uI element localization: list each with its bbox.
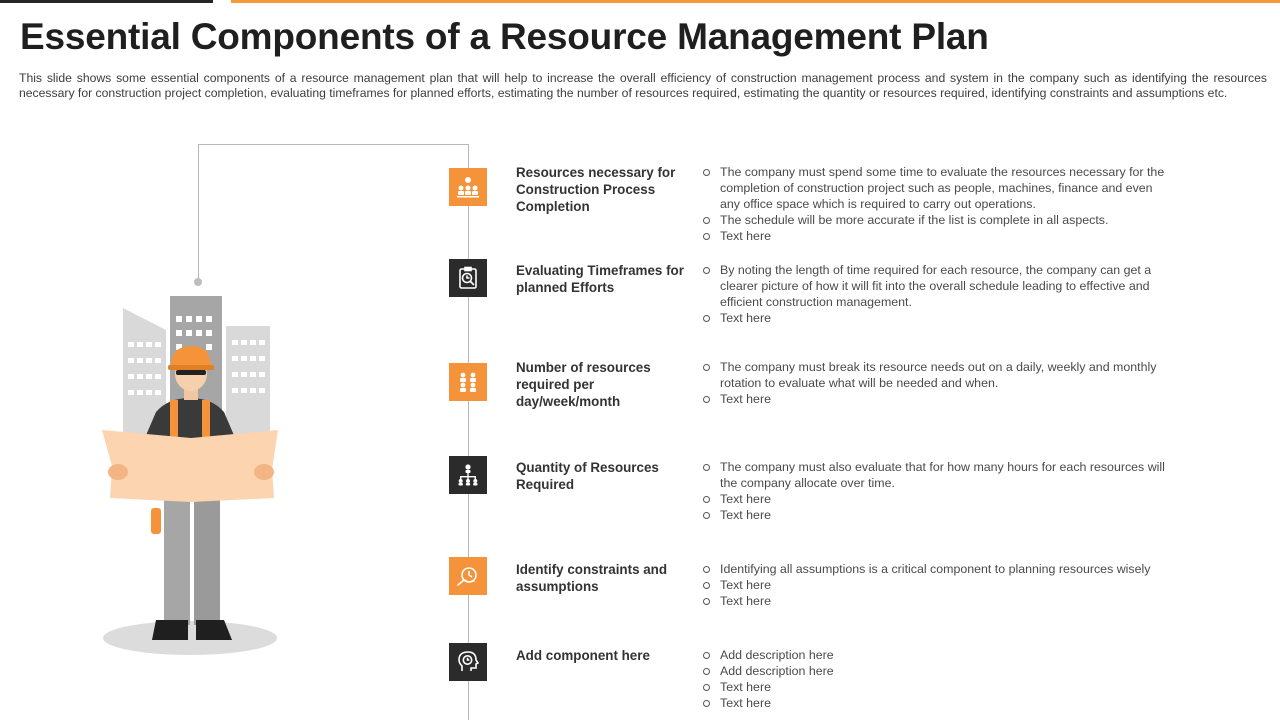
team-resources-icon — [449, 168, 487, 206]
bullet-item: By noting the length of time required for each resource, the company can get a clearer picture of how it will fit into the overall schedule leading to effective and efficient construction management. — [700, 262, 1170, 310]
bullet-item: The company must break its resource needs out on a daily, weekly and monthly rotation to evaluate what will be needed and when. — [700, 359, 1170, 391]
bullet-item: The company must spend some time to evaluate the resources necessary for the completion of construction project such as people, machines, finance and even any office space which is required to carry out operations. — [700, 164, 1170, 212]
component-title: Quantity of Resources Required — [516, 460, 659, 492]
construction-worker-illustration — [96, 290, 286, 665]
page-title: Essential Components of a Resource Management Plan — [20, 16, 989, 57]
component-title: Identify constraints and assumptions — [516, 562, 668, 594]
hand-assumption-icon — [449, 557, 487, 595]
bullet-item: Text here — [700, 491, 1170, 507]
component-bullets — [700, 164, 1170, 244]
top-accent-bar-orange — [231, 0, 1280, 3]
top-accent-bar-dark — [0, 0, 213, 3]
connector-line-left — [198, 144, 199, 280]
clipboard-clock-icon — [449, 259, 487, 297]
bullet-item: Text here — [700, 679, 1170, 695]
component-title: Resources necessary for Construction Process Completion — [516, 165, 676, 214]
component-title: Add component here — [516, 648, 650, 663]
component-title: Number of resources required per day/week/month — [516, 360, 651, 409]
bullet-item: Text here — [700, 228, 1170, 244]
component-bullets — [700, 561, 1170, 609]
component-bullets — [700, 459, 1170, 523]
bullet-item: Text here — [700, 695, 1170, 711]
bullet-item: Add description here — [700, 663, 1170, 679]
hierarchy-icon — [449, 456, 487, 494]
timeline-line — [468, 144, 469, 720]
bullet-item: Text here — [700, 310, 1170, 326]
connector-dot — [194, 278, 202, 286]
bullet-item: The company must also evaluate that for how many hours for each resources will the company allocate over time. — [700, 459, 1170, 491]
component-bullets — [700, 262, 1170, 326]
bullet-item: Text here — [700, 507, 1170, 523]
bullet-item: The schedule will be more accurate if the list is complete in all aspects. — [700, 212, 1170, 228]
connector-line-horizontal — [198, 144, 469, 145]
bullet-item: Add description here — [700, 647, 1170, 663]
bullet-item: Text here — [700, 593, 1170, 609]
head-clock-icon — [449, 643, 487, 681]
people-group-icon — [449, 363, 487, 401]
component-bullets — [700, 359, 1170, 407]
bullet-item: Text here — [700, 577, 1170, 593]
component-title: Evaluating Timeframes for planned Efforts — [516, 263, 684, 295]
bullet-item: Text here — [700, 391, 1170, 407]
page-subtitle: This slide shows some essential components of a resource management plan that will help to increase the overall efficiency of construction management process and system in the company such as identifying the resources necessary for construction project completion, evaluating timeframes for planned efforts, estimating the number of resources required, estimating the quantity or resources required, identifying constraints and assumptions etc. — [19, 71, 1267, 100]
component-bullets — [700, 647, 1170, 711]
bullet-item: Identifying all assumptions is a critical component to planning resources wisely — [700, 561, 1170, 577]
